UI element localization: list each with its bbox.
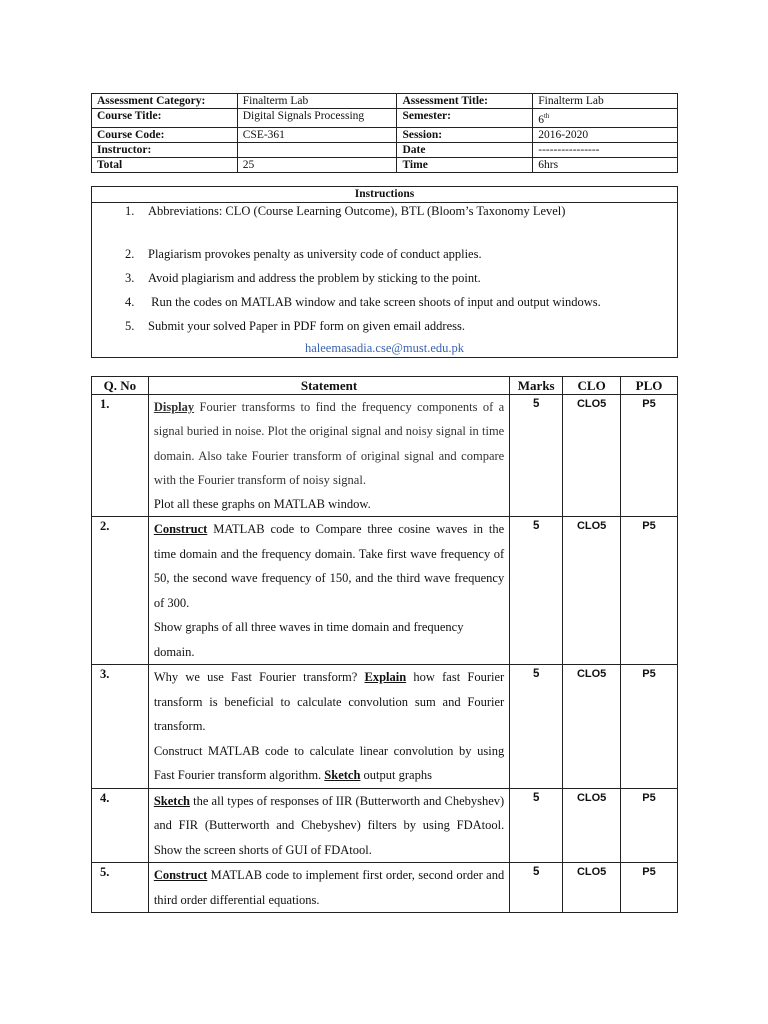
- instruction-text: Avoid plagiarism and address the problem by sticking to the point.: [148, 271, 481, 285]
- info-row: [92, 142, 678, 157]
- instruction-text: Run the codes on MATLAB window and take screen shoots of input and output windows.: [148, 295, 601, 309]
- instructor-email-link[interactable]: haleemasadia.cse@must.edu.pk: [304, 341, 465, 355]
- question-number: 4.: [92, 788, 149, 863]
- statement-text: Show graphs of all three waves in time domain and frequency domain.: [153, 620, 464, 659]
- info-value: Digital Signals Processing: [237, 109, 397, 128]
- question-clo: CLO5: [563, 863, 621, 913]
- info-label: Assessment Title:: [397, 94, 533, 109]
- instruction-number: 4.: [125, 295, 135, 309]
- question-statement: [148, 863, 509, 913]
- instruction-item: [97, 319, 672, 334]
- info-value: 6hrs: [533, 157, 678, 172]
- info-label: Date: [397, 142, 533, 157]
- info-value: CSE-361: [237, 127, 397, 142]
- statement-text: the all types of responses of IIR (Butterworth and Chebyshev) and FIR (Butterworth and Chebyshev) filters by using FDAtool. Show the screen shorts of GUI of FDAtool.: [153, 793, 505, 857]
- question-statement: [148, 517, 509, 665]
- instructions-body: [92, 203, 678, 358]
- statement-text: MATLAB code to implement first order, second order and third order differential equations.: [153, 868, 505, 907]
- question-marks: 5: [510, 665, 563, 789]
- info-label: Instructor:: [92, 142, 238, 157]
- info-label: Total: [92, 157, 238, 172]
- header-plo: PLO: [621, 377, 678, 395]
- info-label: Course Title:: [92, 109, 238, 128]
- instruction-number: 2.: [125, 247, 135, 261]
- instruction-item: [97, 247, 672, 262]
- info-row: [92, 109, 678, 128]
- question-clo: CLO5: [563, 788, 621, 863]
- question-statement: [148, 788, 509, 863]
- keyword: Display: [153, 400, 195, 414]
- keyword: Explain: [364, 670, 407, 685]
- header-marks: Marks: [510, 377, 563, 395]
- question-marks: 5: [510, 395, 563, 517]
- statement-text: Construct MATLAB code to calculate linear convolution by using Fast Fourier transform algorithm.: [153, 743, 505, 783]
- keyword: Construct: [153, 868, 208, 883]
- semester-value: 6: [538, 113, 544, 126]
- keyword: Construct: [153, 522, 208, 537]
- info-value: [533, 109, 678, 128]
- instruction-item: [97, 295, 672, 310]
- info-value: Finalterm Lab: [237, 94, 397, 109]
- info-label: Session:: [397, 127, 533, 142]
- instruction-text: Submit your solved Paper in PDF form on given email address.: [148, 319, 465, 333]
- keyword: Sketch: [324, 768, 361, 783]
- instruction-item: [97, 271, 672, 286]
- question-statement: [148, 665, 509, 789]
- info-row: [92, 94, 678, 109]
- header-qno: Q. No: [92, 377, 149, 395]
- question-marks: 5: [510, 788, 563, 863]
- question-plo: P5: [621, 788, 678, 863]
- statement-text: Fourier transforms to find the frequency components of a signal buried in noise. Plot the original signal and noisy signal in time domain. Also take Fourier transform of original signal and compare with the Fourier transform of noisy signal.: [153, 400, 505, 487]
- question-row: [92, 863, 678, 913]
- questions-header-row: [92, 377, 678, 395]
- info-label: Semester:: [397, 109, 533, 128]
- question-plo: P5: [621, 395, 678, 517]
- question-clo: CLO5: [563, 665, 621, 789]
- keyword: Sketch: [153, 793, 190, 808]
- question-marks: 5: [510, 517, 563, 665]
- header-clo: CLO: [563, 377, 621, 395]
- question-statement: [148, 395, 509, 517]
- question-number: 5.: [92, 863, 149, 913]
- questions-table: [91, 376, 678, 913]
- info-label: Time: [397, 157, 533, 172]
- semester-suffix: th: [543, 112, 550, 120]
- info-value: [237, 142, 397, 157]
- info-value: Finalterm Lab: [533, 94, 678, 109]
- instruction-text: Plagiarism provokes penalty as university code of conduct applies.: [148, 247, 482, 261]
- question-row: [92, 788, 678, 863]
- question-row: [92, 395, 678, 517]
- question-row: [92, 665, 678, 789]
- instruction-number: 1.: [125, 204, 135, 218]
- statement-text: output graphs: [360, 768, 432, 783]
- instruction-number: 5.: [125, 319, 135, 333]
- instruction-number: 3.: [125, 271, 135, 285]
- info-row: [92, 157, 678, 172]
- question-number: 2.: [92, 517, 149, 665]
- question-clo: CLO5: [563, 395, 621, 517]
- question-number: 1.: [92, 395, 149, 517]
- info-label: Assessment Category:: [92, 94, 238, 109]
- info-value: 25: [237, 157, 397, 172]
- header-statement: Statement: [148, 377, 509, 395]
- statement-text: how fast Fourier transform is beneficial to calculate convolution sum and Fourier transform.: [153, 670, 505, 734]
- info-value: 2016-2020: [533, 127, 678, 142]
- question-number: 3.: [92, 665, 149, 789]
- question-plo: P5: [621, 665, 678, 789]
- instructions-title: Instructions: [92, 187, 678, 203]
- question-plo: P5: [621, 863, 678, 913]
- assessment-info-table: [91, 93, 678, 173]
- question-row: [92, 517, 678, 665]
- info-label: Course Code:: [92, 127, 238, 142]
- instruction-item: [97, 204, 672, 219]
- statement-text: Plot all these graphs on MATLAB window.: [153, 497, 371, 512]
- info-value: ----------------: [533, 142, 678, 157]
- instructions-box: [91, 186, 678, 358]
- statement-text: MATLAB code to Compare three cosine waves in the time domain and the frequency domain. Take first wave frequency of 50, the second wave frequency of 150, and the third wave frequency of 300.: [153, 522, 505, 610]
- info-row: [92, 127, 678, 142]
- question-clo: CLO5: [563, 517, 621, 665]
- statement-text: Why we use Fast Fourier transform?: [153, 670, 365, 685]
- question-marks: 5: [510, 863, 563, 913]
- instruction-text: Abbreviations: CLO (Course Learning Outcome), BTL (Bloom’s Taxonomy Level): [148, 204, 566, 218]
- question-plo: P5: [621, 517, 678, 665]
